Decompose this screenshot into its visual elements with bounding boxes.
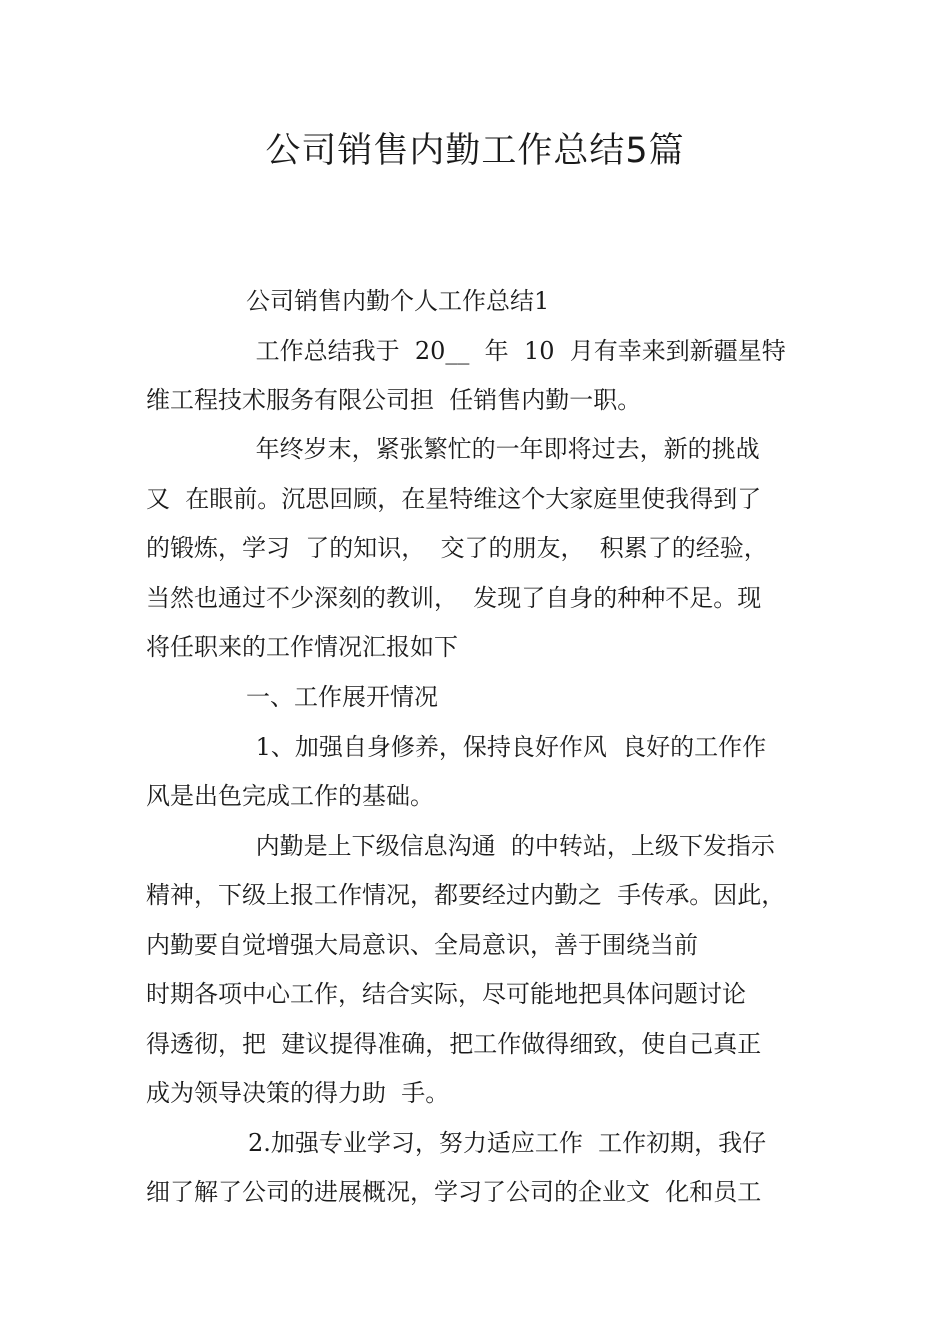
paragraph-line: 内勤是上下级信息沟通 的中转站，上级下发指示 [248, 832, 775, 860]
paragraph-line: 风是出色完成工作的基础。 [146, 782, 434, 810]
paragraph-line: 2.加强专业学习，努力适应工作 工作初期，我仔 [248, 1129, 767, 1157]
paragraph-line: 时期各项中心工作，结合实际，尽可能地把具体问题讨论 [146, 980, 746, 1008]
paragraph-line: 又 在眼前。沉思回顾，在星特维这个大家庭里使我得到了 [146, 485, 762, 513]
paragraph-line: 1、加强自身修养，保持良好作风 良好的工作作 [248, 733, 767, 761]
section-heading: 公司销售内勤个人工作总结1 [246, 287, 550, 315]
paragraph-line: 将任职来的工作情况汇报如下 [146, 633, 458, 661]
paragraph-line: 的锻炼，学习 了的知识， 交了的朋友， 积累了的经验， [146, 534, 768, 562]
paragraph-line: 内勤要自觉增强大局意识、全局意识，善于围绕当前 [146, 931, 698, 959]
paragraph-line: 当然也通过不少深刻的教训， 发现了自身的种种不足。现 [146, 584, 762, 612]
paragraph-line: 年终岁末，紧张繁忙的一年即将过去，新的挑战 [248, 435, 760, 463]
paragraph-line: 得透彻，把 建议提得准确，把工作做得细致，使自己真正 [146, 1030, 762, 1058]
paragraph-line: 成为领导决策的得力助 手。 [146, 1079, 450, 1107]
paragraph-line: 工作总结我于 20__ 年 10 月有幸来到新疆星特 [248, 337, 786, 365]
paragraph-line: 细了解了公司的进展概况，学习了公司的企业文 化和员工 [146, 1178, 762, 1206]
paragraph-line: 维工程技术服务有限公司担 任销售内勤一职。 [146, 386, 642, 414]
paragraph-line: 精神，下级上报工作情况，都要经过内勤之 手传承。因此， [146, 881, 786, 909]
document-title: 公司销售内勤工作总结5篇 [265, 131, 685, 171]
subsection-heading: 一、工作展开情况 [246, 683, 438, 711]
